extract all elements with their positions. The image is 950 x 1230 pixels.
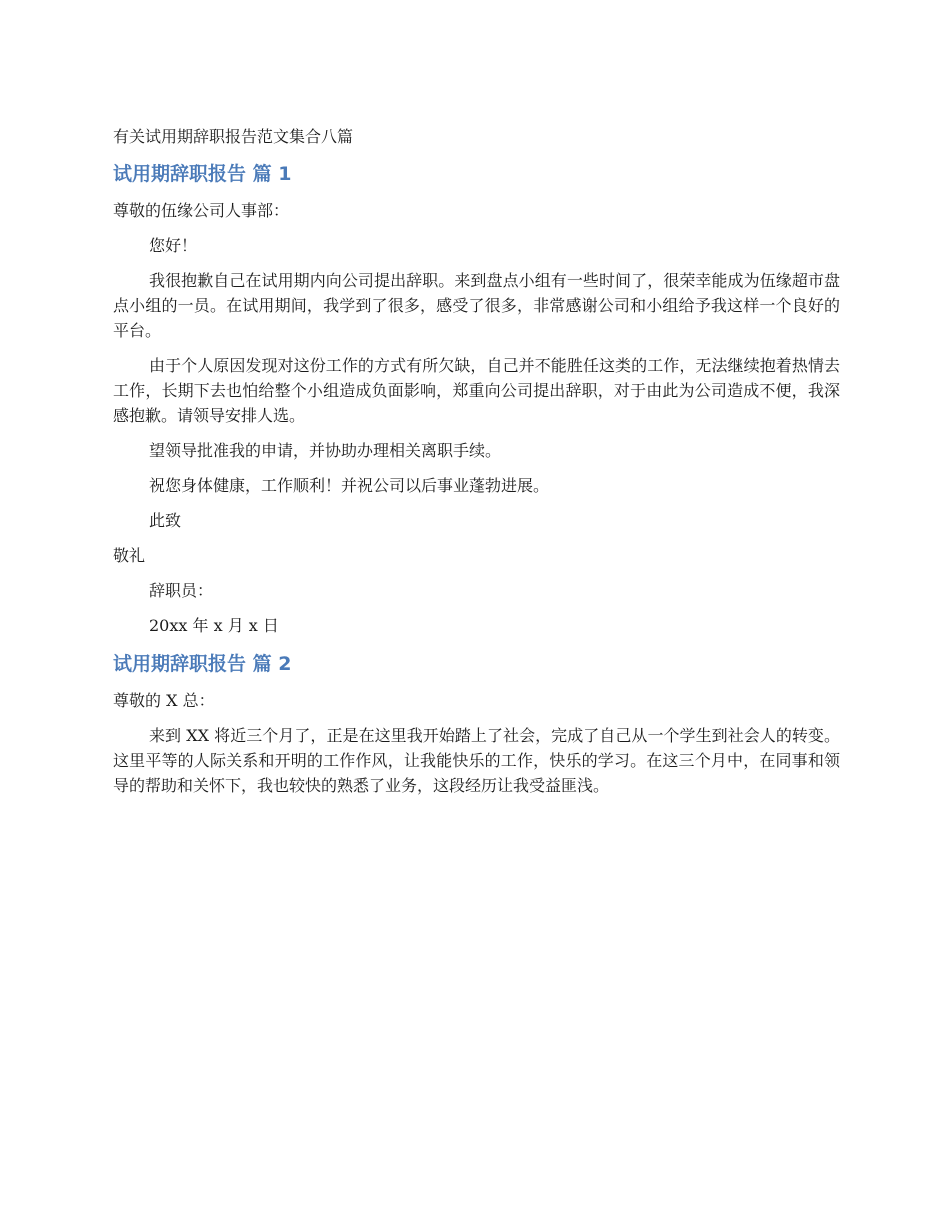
document-page bbox=[113, 124, 840, 808]
body-paragraph: 我很抱歉自己在试用期内向公司提出辞职。来到盘点小组有一些时间了，很荣幸能成为伍缘超市盘点小组的一员。在试用期间，我学到了很多，感受了很多，非常感谢公司和小组给予我这样一个良好的平台。 bbox=[113, 271, 840, 340]
section-1 bbox=[113, 160, 840, 638]
salutation: 尊敬的伍缘公司人事部： bbox=[113, 201, 290, 220]
salutation: 尊敬的 X 总： bbox=[113, 691, 215, 710]
section-heading: 试用期辞职报告 篇 1 bbox=[113, 163, 292, 185]
body-paragraph: 祝您身体健康，工作顺利！并祝公司以后事业蓬勃进展。 bbox=[149, 476, 550, 495]
body-paragraph: 来到 XX 将近三个月了，正是在这里我开始踏上了社会，完成了自己从一个学生到社会人的转变。这里平等的人际关系和开明的工作作风，让我能快乐的工作，快乐的学习。在这三个月中，在同事和领导的帮助和关怀下，我也较快的熟悉了业务，这段经历让我受益匪浅。 bbox=[113, 726, 840, 795]
closing-line: 此致 bbox=[149, 511, 182, 530]
body-paragraph: 由于个人原因发现对这份工作的方式有所欠缺，自己并不能胜任这类的工作，无法继续抱着热情去工作，长期下去也怕给整个小组造成负面影响，郑重向公司提出辞职，对于由此为公司造成不便，我深感抱歉。请领导安排人选。 bbox=[113, 356, 840, 425]
section-heading: 试用期辞职报告 篇 2 bbox=[113, 653, 292, 675]
body-paragraph: 望领导批准我的申请，并协助办理相关离职手续。 bbox=[149, 441, 502, 460]
closing-regards: 敬礼 bbox=[113, 546, 146, 565]
signer-label: 辞职员： bbox=[149, 581, 214, 600]
document-title: 有关试用期辞职报告范文集合八篇 bbox=[113, 127, 354, 146]
date-line: 20xx 年 x 月 x 日 bbox=[149, 616, 279, 635]
section-2 bbox=[113, 650, 840, 798]
greeting: 您好！ bbox=[149, 236, 198, 255]
